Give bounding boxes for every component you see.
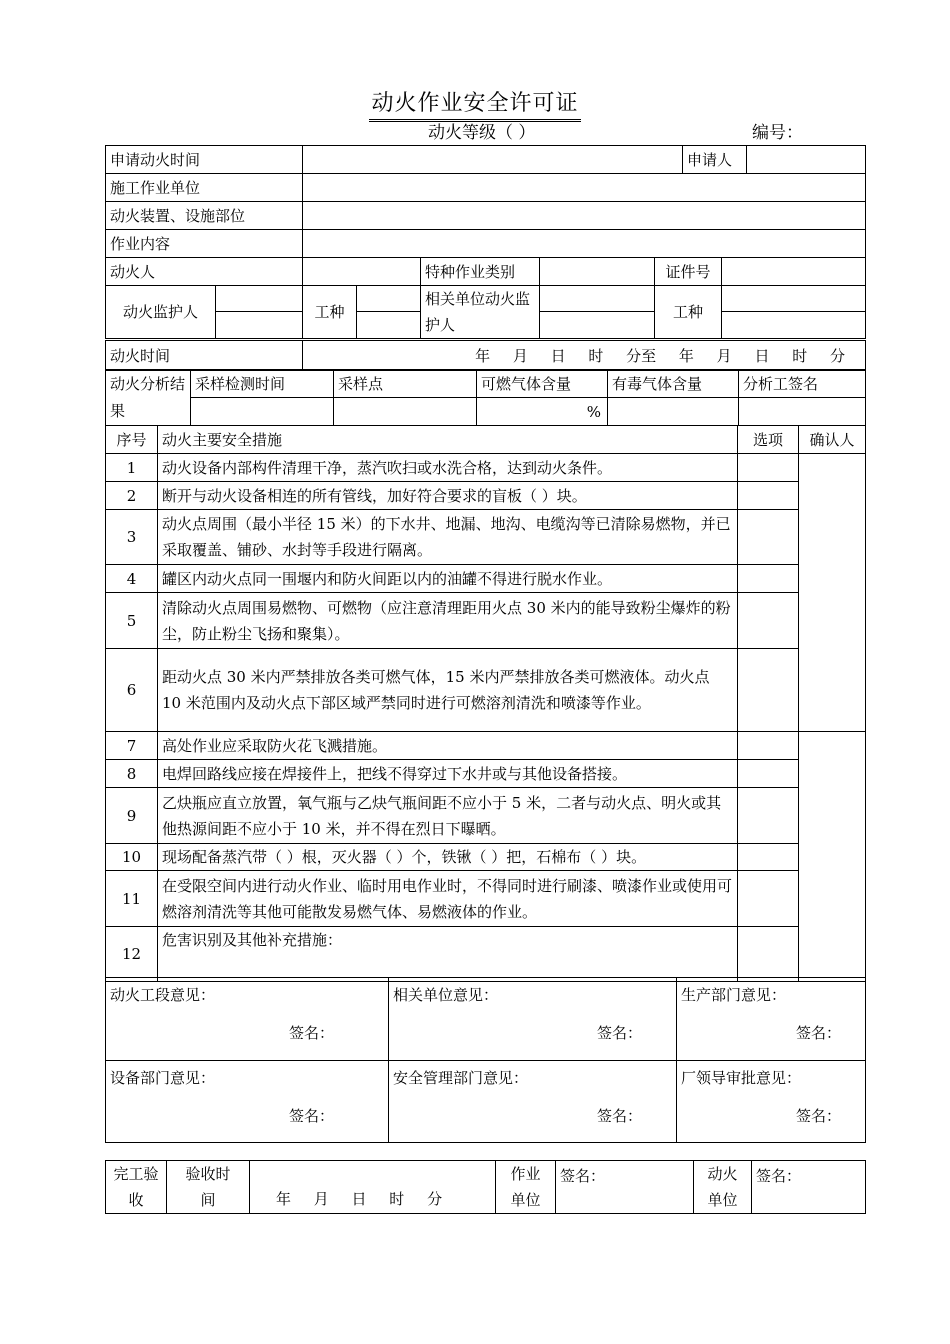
analysis-result-label: 动火分析结果: [106, 370, 191, 426]
fire-unit-label: 动火单位: [694, 1161, 752, 1214]
measure-no: 12: [106, 927, 158, 982]
work-type-field-1[interactable]: [357, 286, 421, 312]
measure-confirm-header: 确认人: [799, 426, 866, 454]
completion-label: 完工验收: [106, 1161, 167, 1214]
acceptance-time-label: 验收时间: [167, 1161, 250, 1214]
section-opinion[interactable]: [106, 978, 389, 1061]
section-sign: 签名：: [288, 1024, 334, 1042]
work-unit-label: 作业单位: [496, 1161, 556, 1214]
measure-no: 2: [106, 482, 158, 510]
content-label: 作业内容: [106, 230, 303, 258]
fire-unit-sign[interactable]: 签名：: [752, 1161, 866, 1214]
equipment-opinion-label: 设备部门意见：: [110, 1069, 216, 1087]
measure-no: 11: [106, 871, 158, 927]
measure-no: 10: [106, 844, 158, 871]
measure-option-checkbox[interactable]: [738, 732, 799, 760]
measure-text-header: 动火主要安全措施: [158, 426, 738, 454]
fire-time-table: [105, 340, 866, 371]
measure-no: 1: [106, 454, 158, 482]
analyst-field[interactable]: [739, 398, 866, 426]
fire-time-field[interactable]: 年 月 日 时 分至 年 月 日 时 分: [303, 341, 866, 371]
measure-text: 罐区内动火点同一围堰内和防火间距以内的油罐不得进行脱水作业。: [158, 565, 738, 593]
measure-text: 距动火点 30 米内严禁排放各类可燃气体，15 米内严禁排放各类可燃液体。动火点 10 米范围内及动火点下部区域严禁同时进行可燃溶剂清洗和喷漆等作业。: [158, 649, 738, 732]
related-guardian-label: 相关单位动火监护人: [421, 286, 540, 339]
acceptance-time-field[interactable]: 年 月 日 时 分: [250, 1161, 496, 1214]
related-guardian-field-2[interactable]: [540, 312, 655, 339]
measure-option-checkbox[interactable]: [738, 927, 799, 982]
related-guardian-field-1[interactable]: [540, 286, 655, 312]
related-opinion-label: 相关单位意见：: [393, 986, 499, 1004]
location-field[interactable]: [303, 202, 866, 230]
measure-text: 电焊回路线应接在焊接件上，把线不得穿过下水井或与其他设备搭接。: [158, 760, 738, 788]
measure-text: 在受限空间内进行动火作业、临时用电作业时，不得同时进行刷漆、喷漆作业或使用可燃溶剂清洗等其他可能散发易燃气体、易燃液体的作业。: [158, 871, 738, 927]
measure-no: 6: [106, 649, 158, 732]
unit-field[interactable]: [303, 174, 866, 202]
special-type-field[interactable]: [540, 258, 655, 286]
cert-no-label: 证件号: [655, 258, 722, 286]
safety-opinion-label: 安全管理部门意见：: [393, 1069, 529, 1087]
safety-opinion[interactable]: [389, 1061, 677, 1143]
fire-time-label: 动火时间: [106, 341, 303, 371]
measure-text: 动火设备内部构件清理干净，蒸汽吹扫或水洗合格，达到动火条件。: [158, 454, 738, 482]
guardian-field-1[interactable]: [216, 286, 303, 312]
related-sign: 签名：: [596, 1024, 642, 1042]
work-type-field-4[interactable]: [722, 312, 866, 339]
measure-text: 高处作业应采取防火花飞溅措施。: [158, 732, 738, 760]
completion-table: [105, 1160, 866, 1214]
guardian-field-2[interactable]: [216, 312, 303, 339]
related-opinion[interactable]: [389, 978, 677, 1061]
measure-option-header: 选项: [738, 426, 799, 454]
form-title: 动火作业安全许可证: [0, 86, 950, 122]
measure-no-header: 序号: [106, 426, 158, 454]
special-type-label: 特种作业类别: [421, 258, 540, 286]
equipment-sign: 签名：: [288, 1107, 334, 1125]
measure-no: 8: [106, 760, 158, 788]
production-opinion[interactable]: [677, 978, 866, 1061]
guardian-label: 动火监护人: [106, 286, 216, 339]
location-label: 动火装置、设施部位: [106, 202, 303, 230]
measure-text: 动火点周围（最小半径 15 米）的下水井、地漏、地沟、电缆沟等已清除易燃物，并已采取覆盖、铺砂、水封等手段进行隔离。: [158, 510, 738, 565]
measure-text: 断开与动火设备相连的所有管线，加好符合要求的盲板（ ）块。: [158, 482, 738, 510]
measure-option-checkbox[interactable]: [738, 510, 799, 565]
measure-option-checkbox[interactable]: [738, 760, 799, 788]
work-type-field-3[interactable]: [357, 312, 421, 339]
production-sign: 签名：: [795, 1024, 841, 1042]
measure-option-checkbox[interactable]: [738, 565, 799, 593]
measure-no: 4: [106, 565, 158, 593]
unit-label: 施工作业单位: [106, 174, 303, 202]
measure-option-checkbox[interactable]: [738, 482, 799, 510]
measure-confirm-field[interactable]: [799, 732, 866, 982]
toxic-label: 有毒气体含量: [608, 370, 739, 398]
safety-sign: 签名：: [596, 1107, 642, 1125]
sample-point-label: 采样点: [334, 370, 477, 398]
measure-confirm-field[interactable]: [799, 454, 866, 732]
measure-option-checkbox[interactable]: [738, 871, 799, 927]
flammable-label: 可燃气体含量: [477, 370, 608, 398]
content-field[interactable]: [303, 230, 866, 258]
work-type-label-2: 工种: [655, 286, 722, 339]
measures-table: [105, 425, 866, 982]
operator-field[interactable]: [303, 258, 421, 286]
leader-opinion-label: 厂领导审批意见：: [681, 1069, 802, 1087]
fire-grade: 动火等级（ ）: [428, 123, 536, 143]
measure-option-checkbox[interactable]: [738, 593, 799, 649]
work-type-field-2[interactable]: [722, 286, 866, 312]
measure-option-checkbox[interactable]: [738, 788, 799, 844]
measure-no: 9: [106, 788, 158, 844]
sample-time-label: 采样检测时间: [191, 370, 334, 398]
measure-text: 乙炔瓶应直立放置，氧气瓶与乙炔气瓶间距不应小于 5 米，二者与动火点、明火或其他热源间距不应小于 10 米，并不得在烈日下曝晒。: [158, 788, 738, 844]
leader-opinion[interactable]: [677, 1061, 866, 1143]
measure-option-checkbox[interactable]: [738, 844, 799, 871]
measure-no: 3: [106, 510, 158, 565]
measure-no: 7: [106, 732, 158, 760]
apply-time-label: 申请动火时间: [106, 146, 303, 174]
section-opinion-label: 动火工段意见：: [110, 986, 216, 1004]
operator-label: 动火人: [106, 258, 303, 286]
measure-text: 现场配备蒸汽带（ ）根，灭火器（ ）个，铁锹（ ）把，石棉布（ ）块。: [158, 844, 738, 871]
leader-sign: 签名：: [795, 1107, 841, 1125]
work-unit-sign[interactable]: 签名：: [556, 1161, 694, 1214]
toxic-field[interactable]: [608, 398, 739, 426]
measure-text[interactable]: 危害识别及其他补充措施：: [158, 927, 738, 982]
sample-time-field[interactable]: [191, 398, 334, 426]
production-opinion-label: 生产部门意见：: [681, 986, 787, 1004]
flammable-field[interactable]: %: [477, 398, 608, 426]
analysis-table: [105, 369, 866, 426]
measure-text: 清除动火点周围易燃物、可燃物（应注意清理距用火点 30 米内的能导致粉尘爆炸的粉尘，防止粉尘飞扬和聚集）。: [158, 593, 738, 649]
opinions-table: [105, 977, 866, 1143]
serial-number: 编号：: [752, 123, 803, 143]
equipment-opinion[interactable]: [106, 1061, 389, 1143]
guardian-table: [105, 285, 866, 339]
measure-no: 5: [106, 593, 158, 649]
header-table: [105, 145, 866, 286]
applicant-label: 申请人: [683, 146, 747, 174]
measure-option-checkbox[interactable]: [738, 649, 799, 732]
cert-no-field[interactable]: [722, 258, 866, 286]
applicant-field[interactable]: [747, 146, 866, 174]
analyst-label: 分析工签名: [739, 370, 866, 398]
sample-point-field[interactable]: [334, 398, 477, 426]
work-type-label: 工种: [303, 286, 357, 339]
apply-time-field[interactable]: [303, 146, 683, 174]
measure-option-checkbox[interactable]: [738, 454, 799, 482]
